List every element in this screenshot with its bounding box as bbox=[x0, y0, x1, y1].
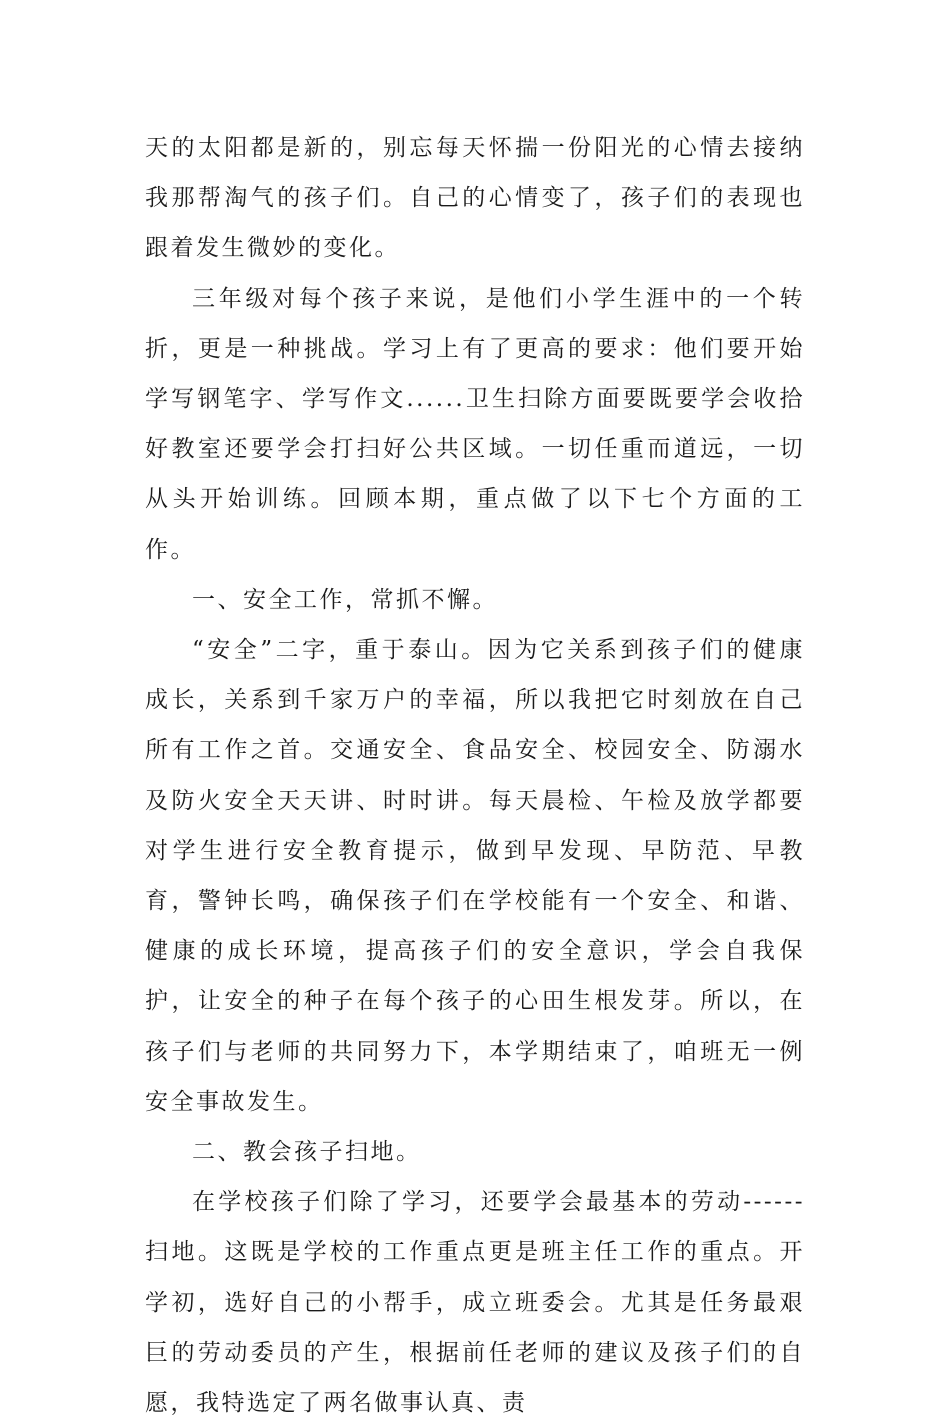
paragraph-continued: 天的太阳都是新的，别忘每天怀揣一份阳光的心情去接纳我那帮淘气的孩子们。自己的心情变了，孩子们的表现也跟着发生微妙的变化。 bbox=[145, 135, 805, 262]
document-page bbox=[145, 123, 805, 1428]
paragraph-safety: “安全”二字，重于泰山。因为它关系到孩子们的健康成长，关系到千家万户的幸福，所以我把它时刻放在自己所有工作之首。交通安全、食品安全、校园安全、防溺水及防火安全天天讲、时时讲。每天晨检、午检及放学都要对学生进行安全教育提示，做到早发现、早防范、早教育，警钟长鸣，确保孩子们在学校能有一个安全、和谐、健康的成长环境，提高孩子们的安全意识，学会自我保护，让安全的种子在每个孩子的心田生根发芽。所以，在孩子们与老师的共同努力下，本学期结束了，咱班无一例安全事故发生。 bbox=[145, 637, 805, 1115]
section-heading-sweeping: 二、教会孩子扫地。 bbox=[192, 1139, 422, 1166]
section-heading-safety: 一、安全工作，常抓不懈。 bbox=[192, 586, 498, 613]
paragraph-sweeping: 在学校孩子们除了学习，还要学会最基本的劳动------扫地。这既是学校的工作重点更是班主任工作的重点。开学初，选好自己的小帮手，成立班委会。尤其是任务最艰巨的劳动委员的产生，根据前任老师的建议及孩子们的自愿，我特选定了两名做事认真、责 bbox=[145, 1189, 805, 1417]
paragraph-grade-three: 三年级对每个孩子来说，是他们小学生涯中的一个转折，更是一种挑战。学习上有了更高的要求：他们要开始学写钢笔字、学写作文......卫生扫除方面要既要学会收拾好教室还要学会打扫好公共区域。一切任重而道远，一切从头开始训练。回顾本期，重点做了以下七个方面的工作。 bbox=[145, 285, 805, 563]
